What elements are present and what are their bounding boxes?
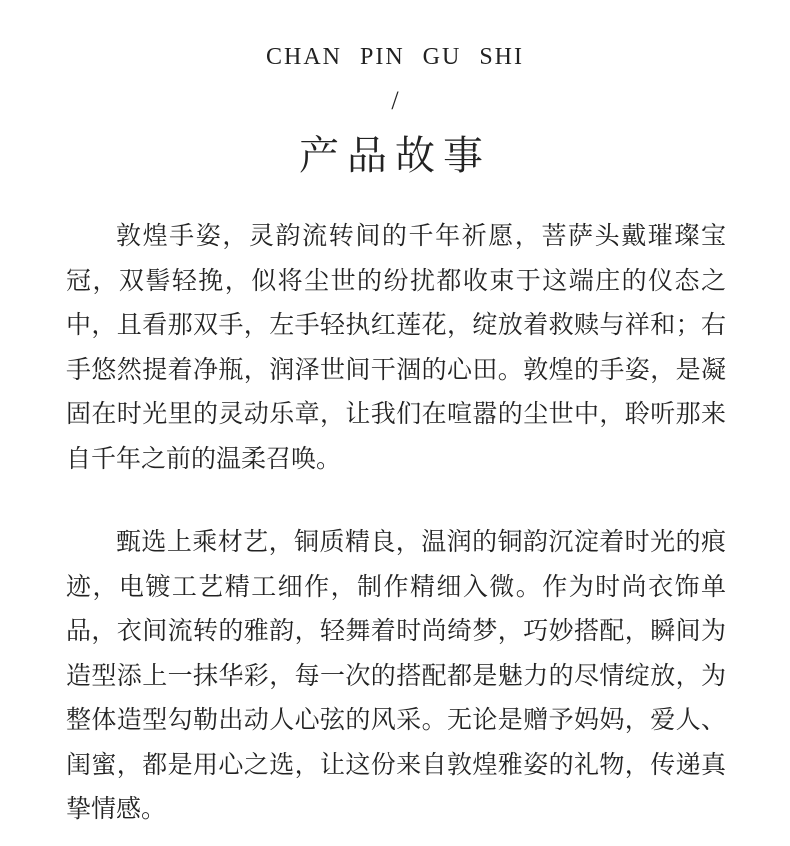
heading-separator: /	[391, 86, 399, 115]
page-title: 产品故事	[299, 133, 491, 179]
pinyin-heading: CHAN PIN GU SHI	[265, 44, 524, 70]
story-paragraph-1: 敦煌手姿，灵韵流转间的千年祈愿，菩萨头戴璀璨宝冠，双髻轻挽，似将尘世的纷扰都收束于这端庄的仪态之中，且看那双手，左手轻执红莲花，绽放着救赎与祥和；右手悠然提着净瓶，润泽世间干涸的心田。敦煌的手姿，是凝固在时光里的灵动乐章，让我们在喧嚣的尘世中，聆听那来自千年之前的温柔召唤。	[66, 221, 726, 473]
story-paragraph-2: 甄选上乘材艺，铜质精良，温润的铜韵沉淀着时光的痕迹，电镀工艺精工细作，制作精细入微。作为时尚衣饰单品，衣间流转的雅韵，轻舞着时尚绮梦，巧妙搭配，瞬间为造型添上一抹华彩，每一次的搭配都是魅力的尽情绽放，为整体造型勾勒出动人心弦的风采。无论是赠予妈妈，爱人、闺蜜，都是用心之选，让这份来自敦煌雅姿的礼物，传递真挚情感。	[66, 527, 726, 823]
